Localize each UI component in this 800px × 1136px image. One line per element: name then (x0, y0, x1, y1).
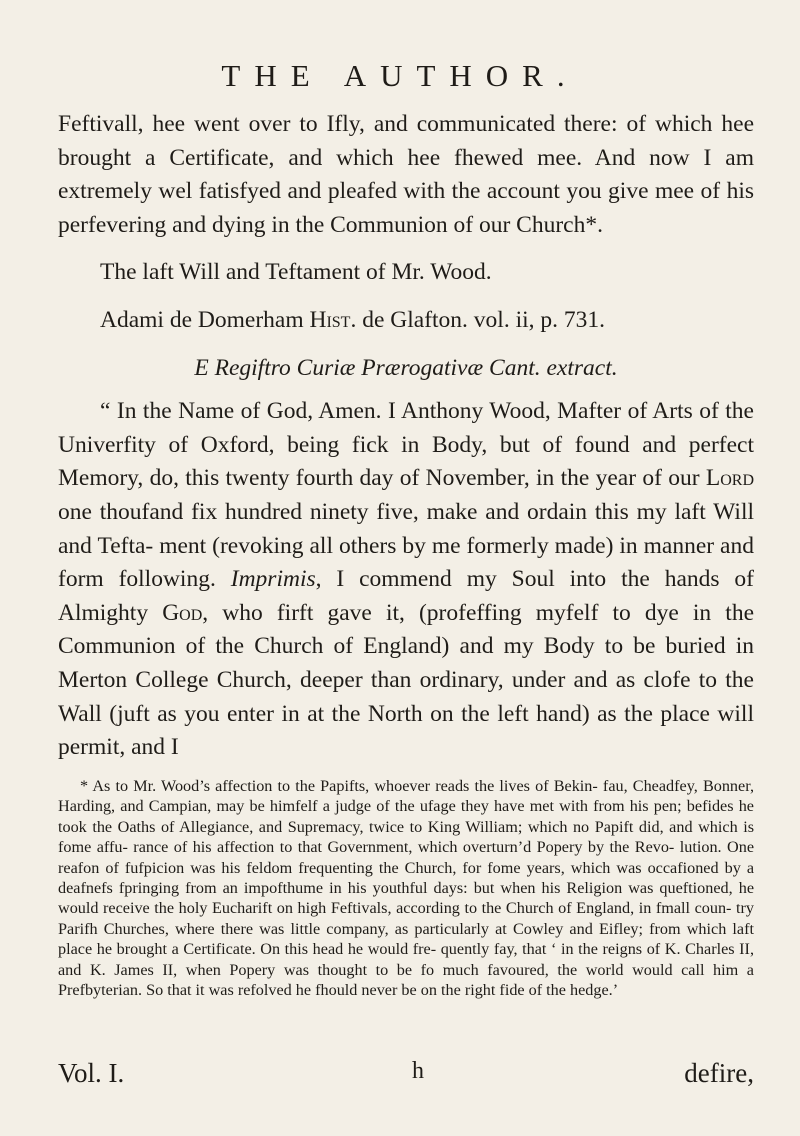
will-heading: The laft Will and Teftament of Mr. Wood. (100, 259, 492, 286)
signature-mark: h (412, 1058, 424, 1084)
will-god: God (162, 599, 203, 626)
will-text-c: , I commend my Soul into the hands of Almighty (58, 566, 754, 626)
catchword: defire, (684, 1058, 754, 1088)
page-footer (58, 1058, 754, 1098)
main-text (58, 108, 754, 765)
will-text-d: , who firft gave it, (profeffing myfelf to dye in the Communion of the Church of England) and my Body to be buried in Merton College Church, deeper than ordinary, under and as clofe to the Wall (juft as you enter in at the North on the left hand) as the place will permit, and I (58, 599, 754, 761)
opening-paragraph: Feftivall, hee went over to Ifly, and communicated there: of which hee brought a Certificate, and which hee fhewed mee. And now I am extremely wel fatisfyed and pleafed with the account you give mee of his perfevering and dying in the Communion of our Church*. (58, 111, 754, 238)
volume-label: Vol. I. (58, 1058, 125, 1088)
running-head: THE AUTHOR. (221, 58, 579, 93)
will-text-b: one thoufand fix hundred ninety five, make and ordain this my laft Will and Tefta- ment (revoking all others by me formerly made) in manner and form following. (58, 498, 754, 593)
citation-line (58, 304, 754, 338)
citation-hist: Hist. (309, 306, 357, 333)
citation-post: de Glafton. vol. ii, p. 731. (356, 306, 606, 333)
footnote: * As to Mr. Wood’s affection to the Papifts, whoever reads the lives of Bekin- fau, Cheadfey, Bonner, Harding, and Campian, may be himfelf a judge of the ufage they have met with from his pen; befides he took the Oaths of Allegiance, and Supremacy, twice to King William; which no Papift did, and which is fome affu- rance of his affection to that Government, which overturn’d Popery by the Revo- lution. One reafon of fufpicion was his feldom frequenting the Church, for fome years, which was occafioned by a deafnefs fpringing from an impofthume in his youthful days: but when his Religion was queftioned, he would receive the holy Eucharift on high Feftivals, according to the Church of England, in fmall coun- try Parifh Churches, where there was little company, as particularly at Cowley and Eifley; from which laft place he brought a Certificate. On this head he would fre- quently fay, that ‘ in the reigns of K. Charles II, and K. James II, when Popery was thought to be fo much favoured, the world would call him a Prefbyterian. So that it was refolved he fhould never be on the right fide of the hedge.’ (58, 777, 754, 1000)
citation-pre: Adami de Domerham (100, 306, 310, 333)
will-lord: Lord (705, 465, 754, 492)
will-imprimis: Imprimis (230, 566, 316, 593)
registry-line: E Regiftro Curiæ Prærogativæ Cant. extract. (194, 354, 618, 381)
will-paragraph (58, 395, 754, 765)
will-text-a: “ In the Name of God, Amen. I Anthony Wood, Mafter of Arts of the Univerfity of Oxford, being fick in Body, but of found and perfect Memory, do, this twenty fourth day of November, in the year of our (58, 398, 754, 492)
